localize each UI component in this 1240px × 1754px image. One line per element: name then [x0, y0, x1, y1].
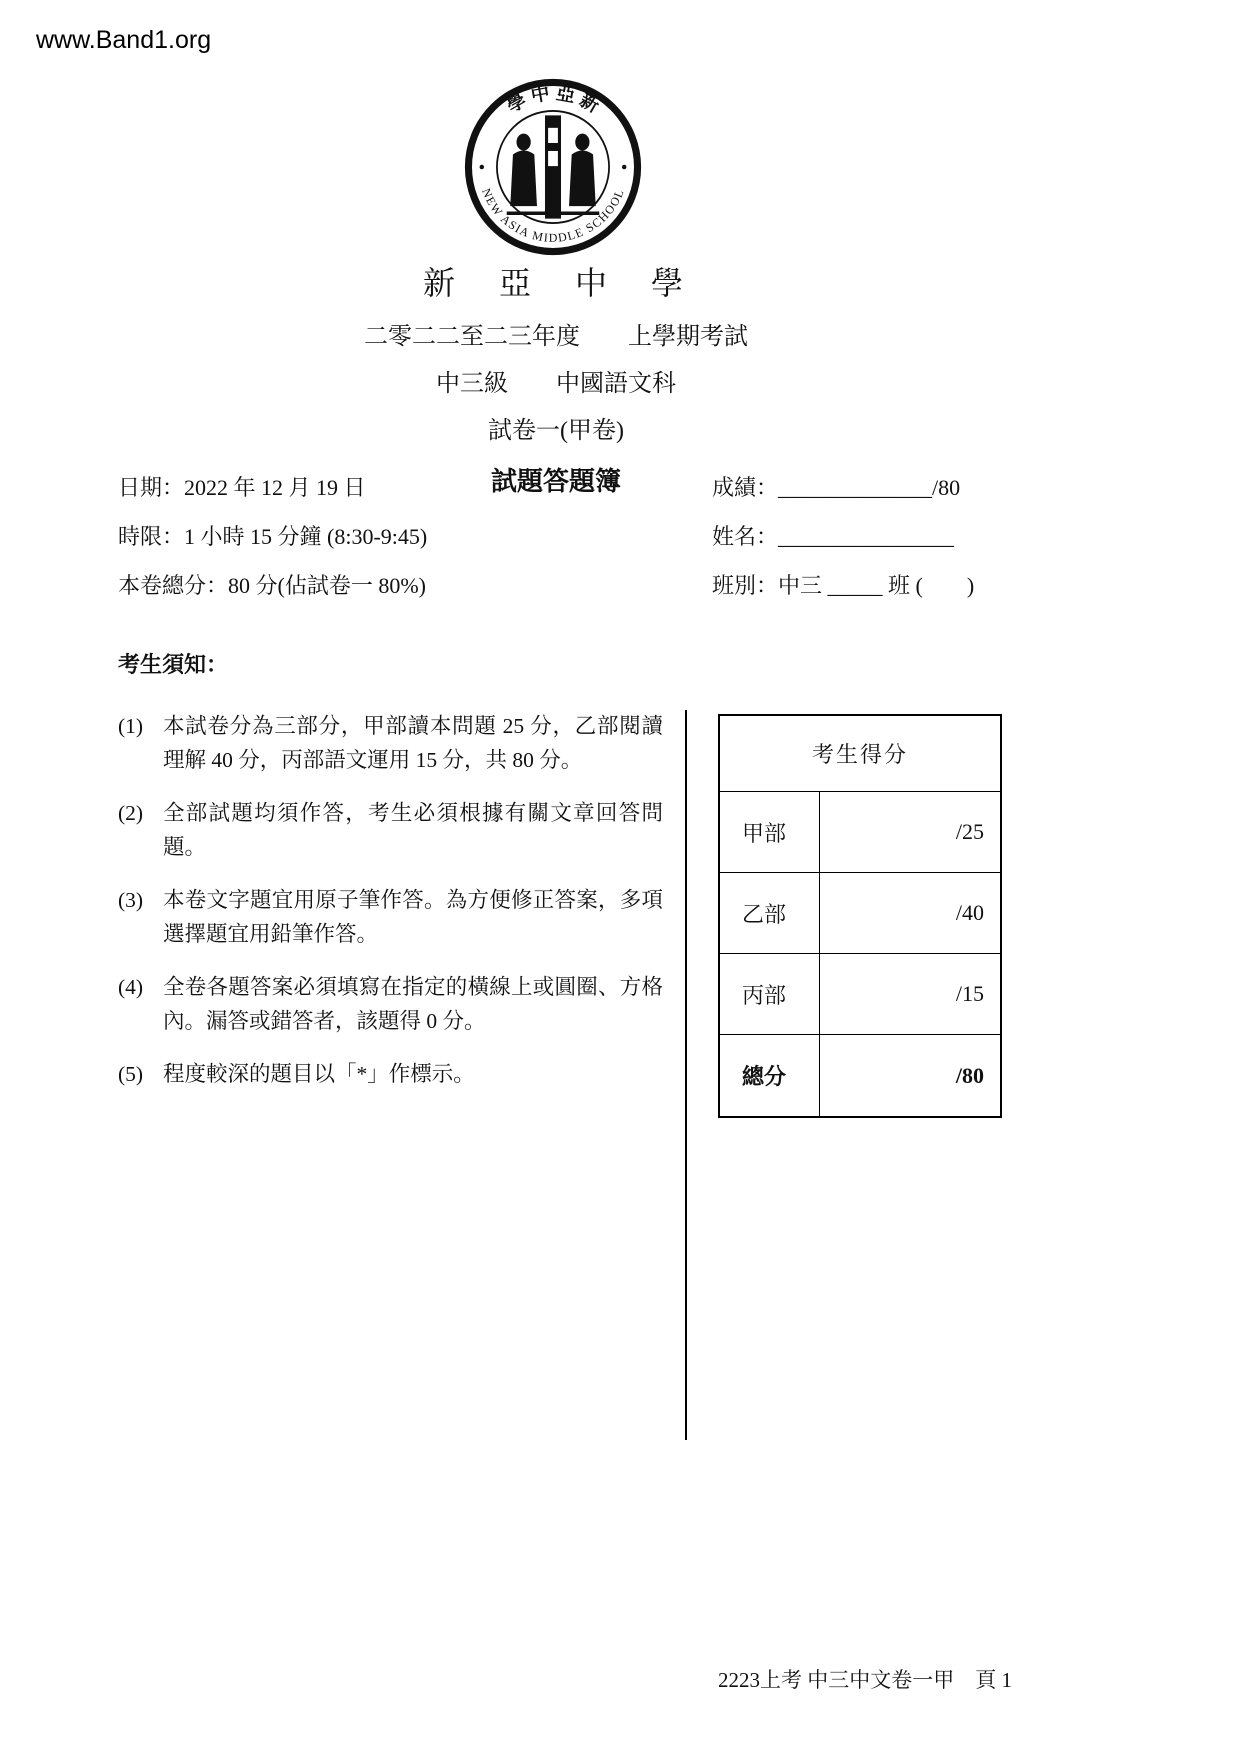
note-item-1: [118, 710, 670, 778]
name-field: 姓名：________________: [712, 524, 955, 549]
note-item-3: [118, 884, 670, 952]
school-logo: [464, 78, 642, 256]
note-text: 全卷各題答案必須填寫在指定的橫線上或圓圈、方格內。漏答或錯答者，該題得 0 分。: [163, 974, 663, 1033]
class-field: 班別：中三 _____ 班 ( ): [712, 573, 975, 598]
note-number: (2): [118, 800, 144, 825]
note-item-4: [118, 971, 670, 1039]
student-fields: [712, 474, 1132, 621]
note-number: (3): [118, 887, 144, 912]
page-footer: 2223上考 中三中文卷一甲 頁 1: [718, 1668, 1012, 1692]
school-name: 新 亞 中 學: [422, 265, 689, 301]
note-text: 程度較深的題目以「*」作標示。: [163, 1061, 475, 1086]
score-field: 成績：______________/80: [712, 475, 961, 500]
note-text: 本試卷分為三部分，甲部讀本問題 25 分，乙部閱讀理解 40 分，丙部語文運用 15 分，共 80 分。: [163, 714, 663, 772]
score-row-value: /80: [955, 1062, 984, 1088]
exam-session: 二零二二至二三年度 上學期考試: [364, 324, 748, 350]
note-number: (1): [118, 714, 144, 738]
score-row-label: 總分: [720, 1035, 820, 1116]
exam-info-left: [118, 474, 678, 621]
score-row-label: 乙部: [720, 873, 820, 953]
score-row-value: /40: [955, 900, 984, 925]
score-row-part-a: [720, 792, 1000, 873]
note-item-5: [118, 1058, 670, 1092]
score-table-title: 考生得分: [720, 716, 1000, 792]
section-divider: [685, 710, 687, 1440]
note-item-2: [118, 797, 670, 865]
note-number: (5): [118, 1061, 144, 1086]
class-subject: 中三級 中國語文科: [436, 371, 676, 397]
note-text: 本卷文字題宜用原子筆作答。為方便修正答案，多項選擇題宜用鉛筆作答。: [163, 887, 663, 946]
notes-title: 考生須知：: [118, 652, 229, 677]
exam-date: 日期：2022 年 12 月 19 日: [118, 475, 366, 500]
exam-time-limit: 時限：1 小時 15 分鐘 (8:30-9:45): [118, 524, 428, 549]
candidate-notes: [118, 710, 670, 1092]
score-row-part-c: [720, 954, 1000, 1035]
score-row-value: /15: [955, 981, 984, 1006]
booklet-title: 試題答題簿: [490, 467, 621, 496]
logo-chinese-arc-text: 學 中 亞 新: [503, 82, 603, 118]
score-table: [718, 714, 1002, 1118]
score-row-value: /25: [955, 819, 984, 844]
header: [0, 258, 1112, 498]
score-row-label: 丙部: [720, 954, 820, 1034]
score-row-label: 甲部: [720, 792, 820, 872]
school-logo-seal: [464, 78, 642, 256]
exam-total-marks: 本卷總分：80 分(佔試卷一 80%): [118, 573, 426, 598]
score-row-part-b: [720, 873, 1000, 954]
score-row-total: [720, 1035, 1000, 1116]
watermark-text: www.Band1.org: [36, 26, 212, 54]
paper-name: 試卷一(甲卷): [488, 418, 624, 444]
note-text: 全部試題均須作答，考生必須根據有關文章回答問題。: [163, 800, 663, 859]
logo-english-arc-text: NEW ASIA MIDDLE SCHOOL: [479, 186, 627, 245]
note-number: (4): [118, 974, 144, 999]
